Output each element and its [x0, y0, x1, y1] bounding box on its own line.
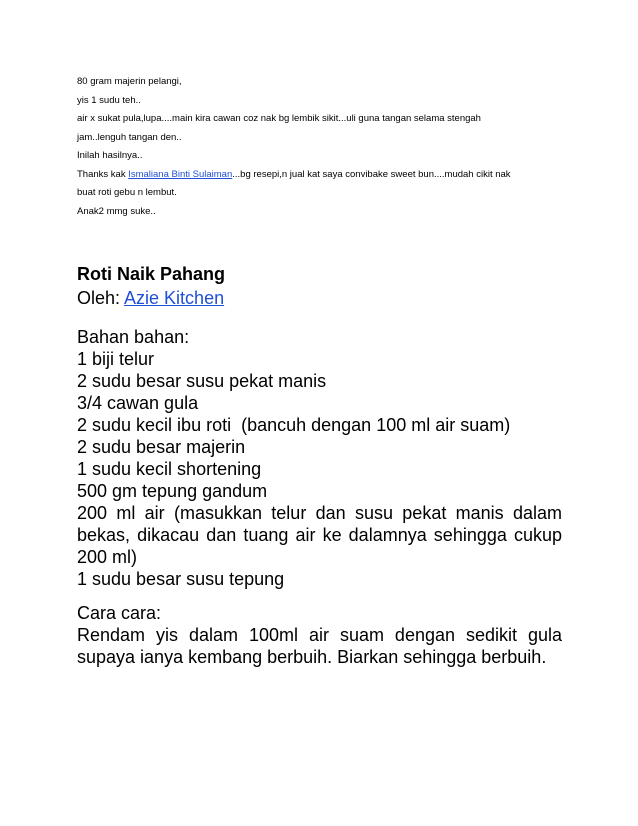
recipe-section: [77, 262, 562, 668]
thanks-line: [77, 166, 577, 185]
ingredient-item: 1 biji telur: [77, 349, 155, 369]
ingredient-item: 2 sudu kecil ibu roti (bancuh dengan 100 ml air suam): [77, 415, 511, 435]
thanks-prefix: Thanks kak: [77, 168, 129, 180]
steps-heading: Cara cara:: [77, 603, 162, 623]
ismaliana-link[interactable]: Ismaliana Binti Sulaiman: [128, 168, 233, 180]
note-line: yis 1 sudu teh..: [77, 94, 141, 106]
ingredient-item: 3/4 cawan gula: [77, 393, 199, 413]
note-line: 80 gram majerin pelangi,: [77, 76, 182, 87]
recipe-title: Roti Naik Pahang: [77, 264, 226, 284]
note-line: Inilah hasilnya..: [77, 150, 143, 161]
azie-kitchen-link[interactable]: Azie Kitchen: [124, 288, 225, 308]
ingredient-item: 200 ml air (masukkan telur dan susu pekat manis dalam bekas, dikacau dan tuang air ke dalamnya sehingga cukup 200 ml): [77, 503, 562, 567]
ingredient-item: 1 sudu besar susu tepung: [77, 569, 285, 589]
note-line: buat roti gebu n lembut.: [77, 187, 177, 198]
steps-list: [77, 624, 562, 668]
ingredient-item: 1 sudu kecil shortening: [77, 459, 262, 479]
note-line: air x sukat pula,lupa....main kira cawan coz nak bg lembik sikit...uli guna tangan selama stengah: [77, 113, 481, 124]
author-prefix: Oleh:: [77, 288, 125, 308]
ingredients-list: [77, 348, 562, 590]
steps-block: [77, 602, 562, 668]
ingredient-item: 2 sudu besar susu pekat manis: [77, 371, 327, 391]
blog-notes: [77, 73, 577, 221]
thanks-suffix: ...bg resepi,n jual kat saya convibake sweet bun....mudah cikit nak: [232, 168, 511, 180]
note-line: jam..lenguh tangan den..: [77, 131, 182, 143]
ingredient-item: 500 gm tepung gandum: [77, 481, 268, 501]
step-item: Rendam yis dalam 100ml air suam dengan sedikit gula supaya ianya kembang berbuih. Biarkan sehingga berbuih.: [77, 625, 562, 667]
ingredient-item: 2 sudu besar majerin: [77, 437, 246, 457]
recipe-author: [77, 286, 562, 310]
ingredients-heading: Bahan bahan:: [77, 327, 190, 347]
note-line: Anak2 mmg suke..: [77, 205, 156, 217]
